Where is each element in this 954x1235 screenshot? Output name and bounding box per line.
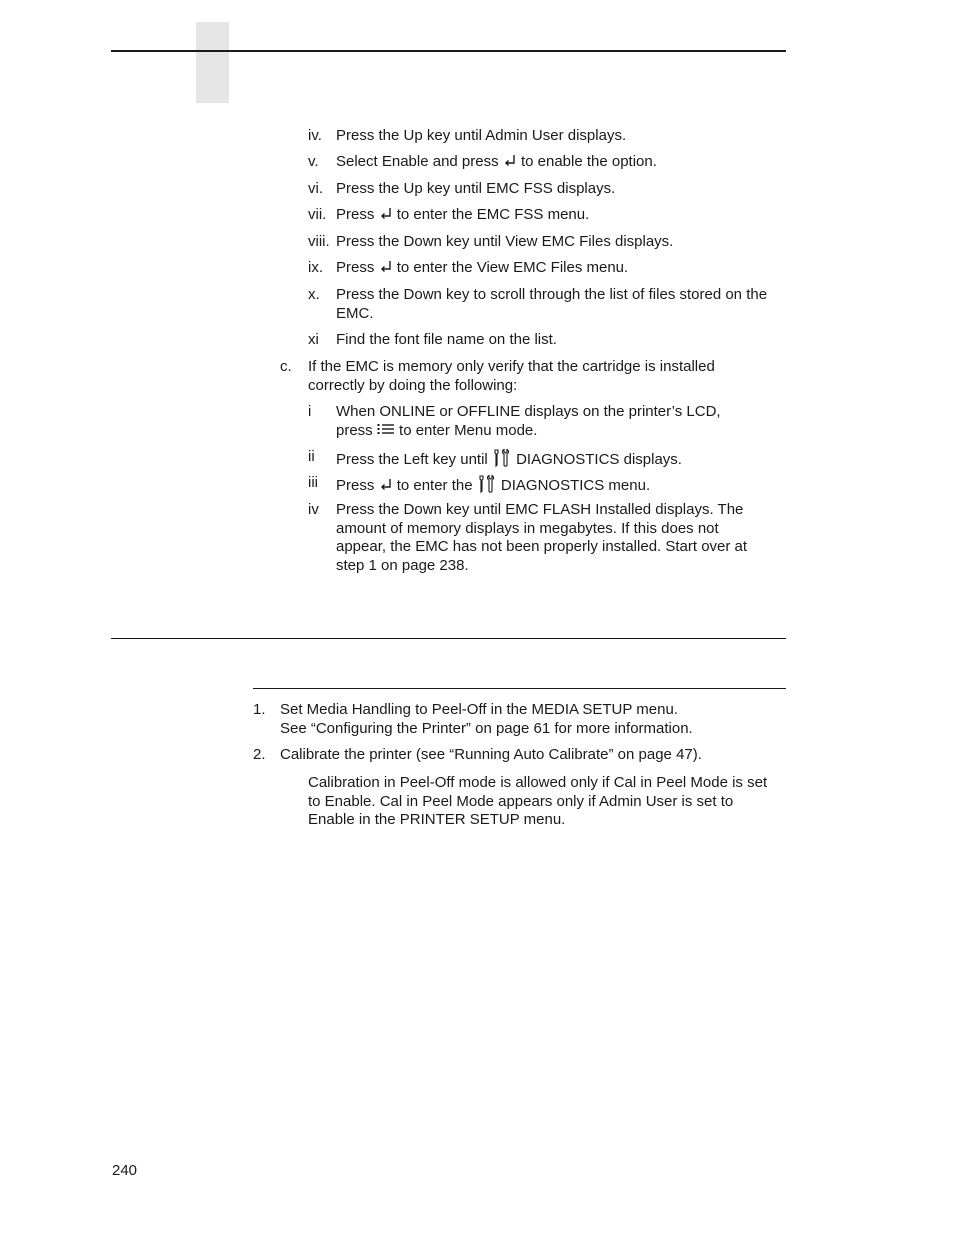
step-text: DIAGNOSTICS menu.: [500, 477, 651, 494]
step-text: Press the Down key to scroll through the list of files stored on the: [336, 286, 768, 303]
enter-key-icon: [379, 259, 393, 273]
step-text: Press the Down key until EMC FLASH Installed displays. The: [336, 501, 744, 518]
enter-key-icon: [379, 206, 393, 220]
header-rule: [111, 50, 786, 52]
step-number: v.: [308, 153, 319, 170]
enter-key-icon: [503, 153, 517, 167]
chapter-tab-block: [196, 22, 229, 103]
subsection-rule: [253, 688, 786, 689]
step-number: vii.: [308, 206, 327, 223]
step-text: Press: [336, 259, 375, 276]
step-text: When ONLINE or OFFLINE displays on the printer’s LCD,: [336, 403, 721, 420]
step-text: Press the Down key until View EMC Files displays.: [336, 233, 674, 250]
diagnostics-tools-icon: [492, 448, 512, 468]
step-text: Press: [336, 477, 375, 494]
step-letter: c.: [280, 358, 292, 375]
step-number: ix.: [308, 259, 323, 276]
note-text: to Enable. Cal in Peel Mode appears only if Admin User is set to: [308, 792, 734, 810]
step-text: Find the font file name on the list.: [336, 331, 557, 348]
step-text: Calibrate the printer (see “Running Auto Calibrate” on page 47).: [280, 746, 702, 763]
section-rule: [111, 638, 786, 639]
enter-key-icon: [379, 477, 393, 491]
step-text: appear, the EMC has not been properly installed. Start over at: [336, 538, 748, 555]
step-text: to enable the option.: [520, 153, 657, 170]
step-text: Press the Up key until Admin User displays.: [336, 127, 627, 144]
step-text: See “Configuring the Printer” on page 61 for more information.: [280, 719, 693, 737]
step-number: ii: [308, 448, 315, 465]
step-text: to enter Menu mode.: [399, 421, 538, 439]
step-text: DIAGNOSTICS displays.: [516, 451, 682, 468]
step-number: iii: [308, 474, 318, 491]
step-text: to enter the: [396, 477, 473, 494]
step-text: Set Media Handling to Peel-Off in the MEDIA SETUP menu.: [280, 701, 678, 718]
step-text: Select Enable and press: [336, 153, 499, 170]
step-text: press: [336, 421, 373, 439]
page-number: 240: [112, 1162, 138, 1179]
step-text: to enter the EMC FSS menu.: [396, 206, 590, 223]
step-text: Press the Up key until EMC FSS displays.: [336, 180, 616, 197]
note: [308, 774, 786, 830]
step-number: iv.: [308, 127, 322, 144]
step-number: viii.: [308, 233, 330, 250]
step-number: xi: [308, 331, 319, 348]
step-number: x.: [308, 286, 320, 303]
note-text: Enable in the PRINTER SETUP menu.: [308, 811, 566, 828]
step-text: to enter the View EMC Files menu.: [396, 259, 629, 276]
diagnostics-tools-icon: [477, 474, 497, 494]
step-number: iv: [308, 501, 319, 518]
step-text: amount of memory displays in megabytes. If this does not: [336, 519, 719, 537]
step-text: step 1 on page 238.: [336, 556, 469, 574]
step-text: If the EMC is memory only verify that the cartridge is installed: [308, 358, 715, 375]
note-text: Calibration in Peel-Off mode is allowed only if Cal in Peel Mode is set: [308, 774, 768, 791]
step-text: Press: [336, 206, 375, 223]
step-text: correctly by doing the following:: [308, 376, 518, 394]
menu-key-icon: [377, 422, 395, 436]
step-number: 1.: [253, 701, 266, 718]
step-number: i: [308, 403, 312, 420]
step-number: vi.: [308, 180, 323, 197]
step-text: EMC.: [336, 304, 374, 322]
step-text: Press the Left key until: [336, 451, 488, 468]
step-number: 2.: [253, 746, 266, 763]
